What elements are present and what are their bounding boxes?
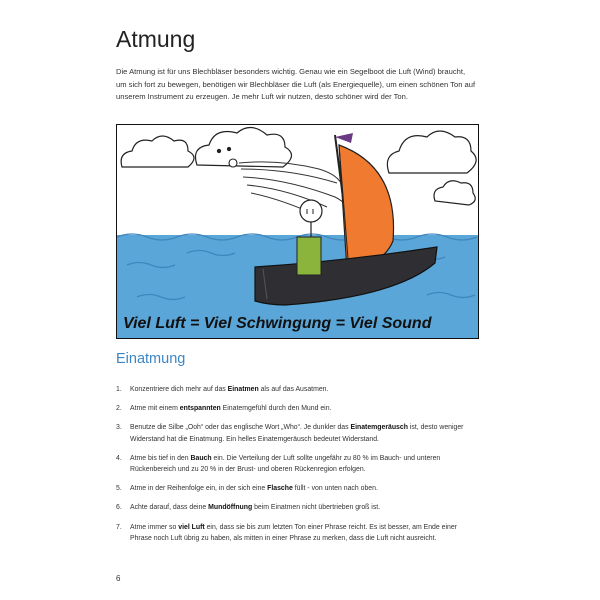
list-item-emphasis: Einatemgeräusch <box>350 424 408 432</box>
intro-paragraph: Die Atmung ist für uns Blechbläser besonders wichtig. Genau wie ein Segelboot die Luft (Wind) braucht, um sich fort zu bewegen, benötigen wir Blechbläser die Luft (als Energiequelle), um einen schönen Ton auf unserem Instrument zu erzeugen. Je mehr Luft wir nutzen, desto schöner wird der Ton. <box>116 67 476 102</box>
list-item-number: 4. <box>116 454 122 462</box>
wind-lines <box>239 162 346 217</box>
list-item-text: füllt - von unten nach oben. <box>292 485 378 493</box>
illustration-caption: Viel Luft = Viel Schwingung = Viel Sound <box>123 315 432 332</box>
list-item <box>116 384 478 395</box>
list-item-text: ein. Die Verteilung der Luft sollte ungefähr zu 80 % im Bauch- und unteren Rückenbereich und zu 20 % in der Brust- und oberen Rückenregion erfolgen. <box>130 454 441 474</box>
list-item <box>116 403 478 414</box>
list-item-text: Benutze die Silbe „Ooh“ oder das englische Wort „Who“. Je dunkler das <box>130 424 351 432</box>
list-item-emphasis: Mundöffnung <box>208 504 253 512</box>
sailboat-illustration <box>116 124 479 339</box>
page-title: Atmung <box>116 26 196 52</box>
list-item-number: 3. <box>116 424 122 432</box>
list-item-text: als auf das Ausatmen. <box>258 386 329 393</box>
list-item <box>116 453 478 475</box>
list-item-text: Atme bis tief in den <box>130 454 191 462</box>
list-item-emphasis: viel Luft <box>178 523 205 531</box>
list-item <box>116 502 478 513</box>
cloud-icon <box>387 131 476 173</box>
list-item <box>116 483 478 494</box>
list-item-emphasis: Einatmen <box>227 386 259 393</box>
list-item-emphasis: Bauch <box>190 454 212 462</box>
list-item-text: beim Einatmen nicht übertrieben groß ist. <box>252 504 381 512</box>
list-item <box>116 422 478 444</box>
cloud-icon <box>121 136 194 167</box>
list-item-number: 5. <box>116 485 122 493</box>
stick-figure-icon <box>297 200 322 275</box>
list-item-text: Achte darauf, dass deine <box>130 504 209 512</box>
list-item-emphasis: Flasche <box>267 485 293 493</box>
list-item-text: Konzentriere dich mehr auf das <box>130 386 228 393</box>
list-item-emphasis: entspannten <box>179 405 221 413</box>
steps-list <box>116 384 478 552</box>
list-item-number: 7. <box>116 523 122 531</box>
list-item-number: 2. <box>116 405 122 413</box>
list-item-text: Atme mit einem <box>130 405 180 413</box>
list-item-text: Atme in der Reihenfolge ein, in der sich eine <box>130 485 268 493</box>
cloud-icon <box>434 181 475 205</box>
section-heading: Einatmung <box>116 351 186 367</box>
list-item-text: ein, dass sie bis zum letzten Ton einer Phrase reicht. Es ist besser, am Ende einer Phrase noch Luft übrig zu haben, als mitten in einer Phrase zu merken, dass die Luft nicht ausreicht. <box>130 523 457 542</box>
list-item-text: ist, desto weniger Widerstand hat die Einatmung. Ein helles Einatemgeräusch bedeutet Widerstand. <box>130 424 464 443</box>
list-item-number: 6. <box>116 504 122 512</box>
list-item <box>116 522 478 544</box>
page-number: 6 <box>116 574 121 583</box>
list-item-text: Einatemgefühl durch den Mund ein. <box>220 405 332 413</box>
cloud-icon <box>196 127 292 167</box>
list-item-number: 1. <box>116 386 122 393</box>
list-item-text: Atme immer so <box>130 523 179 531</box>
